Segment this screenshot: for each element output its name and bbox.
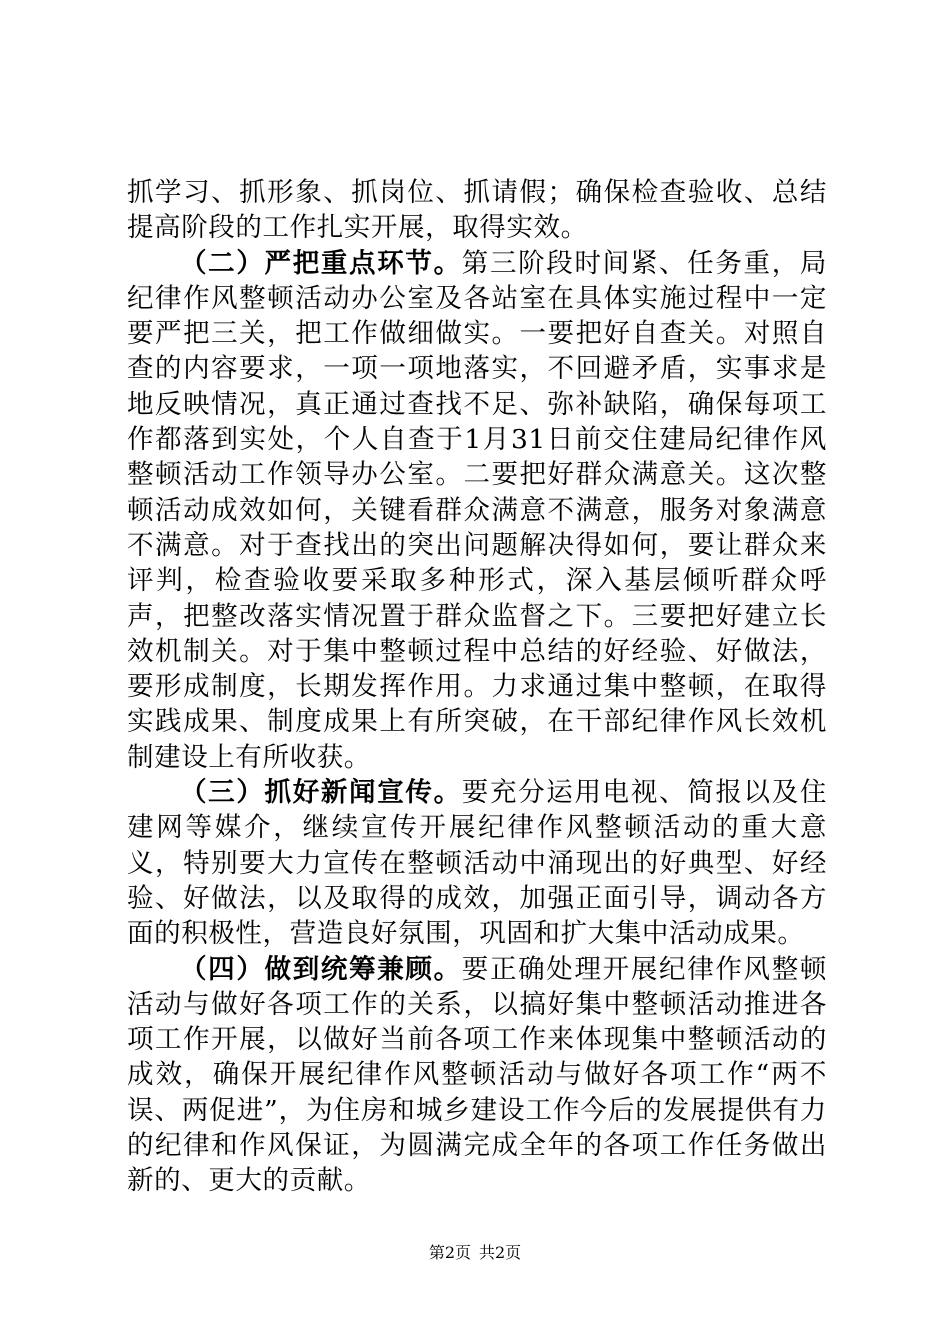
paragraph-text: 要正确处理开展纪律作风整顿活动与做好各项工作的关系，以搞好集中整顿活动推进各项工作开展，以做好当前各项工作来体现集中整顿活动的成效，确保开展纪律作风整顿活动与做好各项工作“两不误、两促进”，为住房和城乡建设工作今后的发展提供有力的纪律和作风保证，为圆满完成全年的各项工作任务做出新的、更大的贡献。 — [127, 953, 828, 1197]
paragraph-text: 要充分运用电视、简报以及住建网等媒介，继续宣传开展纪律作风整顿活动的重大意义，特别要大力宣传在整顿活动中涌现出的好典型、好经验、好做法，以及取得的成效，加强正面引导，调动各方面的积极性，营造良好氛围，巩固和扩大集中活动成果。 — [127, 777, 828, 950]
paragraph-heading: （二）严把重点环节。 — [180, 247, 462, 279]
paragraph-heading: （四）做到统筹兼顾。 — [180, 953, 462, 985]
document-body — [127, 175, 827, 1199]
page-footer — [0, 1243, 950, 1263]
page-number-total: 共2页 — [479, 1243, 522, 1262]
paragraph-publicity — [127, 775, 827, 951]
paragraph-overall-planning — [127, 952, 827, 1199]
page-number-current: 第2页 — [428, 1243, 471, 1262]
paragraph-text: 第三阶段时间紧、任务重，局纪律作风整顿活动办公室及各站室在具体实施过程中一定要严把三关，把工作做细做实。一要把好自查关。对照自查的内容要求，一项一项地落实，不回避矛盾，实事求是地反映情况，真正通过查找不足、弥补缺陷，确保每项工作都落到实处，个人自查于1月31日前交住建局纪律作风整顿活动工作领导办公室。二要把好群众满意关。这次整顿活动成效如何，关键看群众满意不满意，服务对象满意不满意。对于查找出的突出问题解决得如何，要让群众来评判，检查验收要采取多种形式，深入基层倾听群众呼声，把整改落实情况置于群众监督之下。三要把好建立长效机制关。对于集中整顿过程中总结的好经验、好做法，要形成制度，长期发挥作用。力求通过集中整顿，在取得实践成果、制度成果上有所突破，在干部纪律作风长效机制建设上有所收获。 — [127, 247, 828, 773]
paragraph-text: 抓学习、抓形象、抓岗位、抓请假；确保检查验收、总结提高阶段的工作扎实开展，取得实效。 — [127, 177, 827, 244]
paragraph-key-links — [127, 246, 827, 775]
paragraph-continuation — [127, 175, 827, 246]
paragraph-heading: （三）抓好新闻宣传。 — [180, 777, 462, 809]
